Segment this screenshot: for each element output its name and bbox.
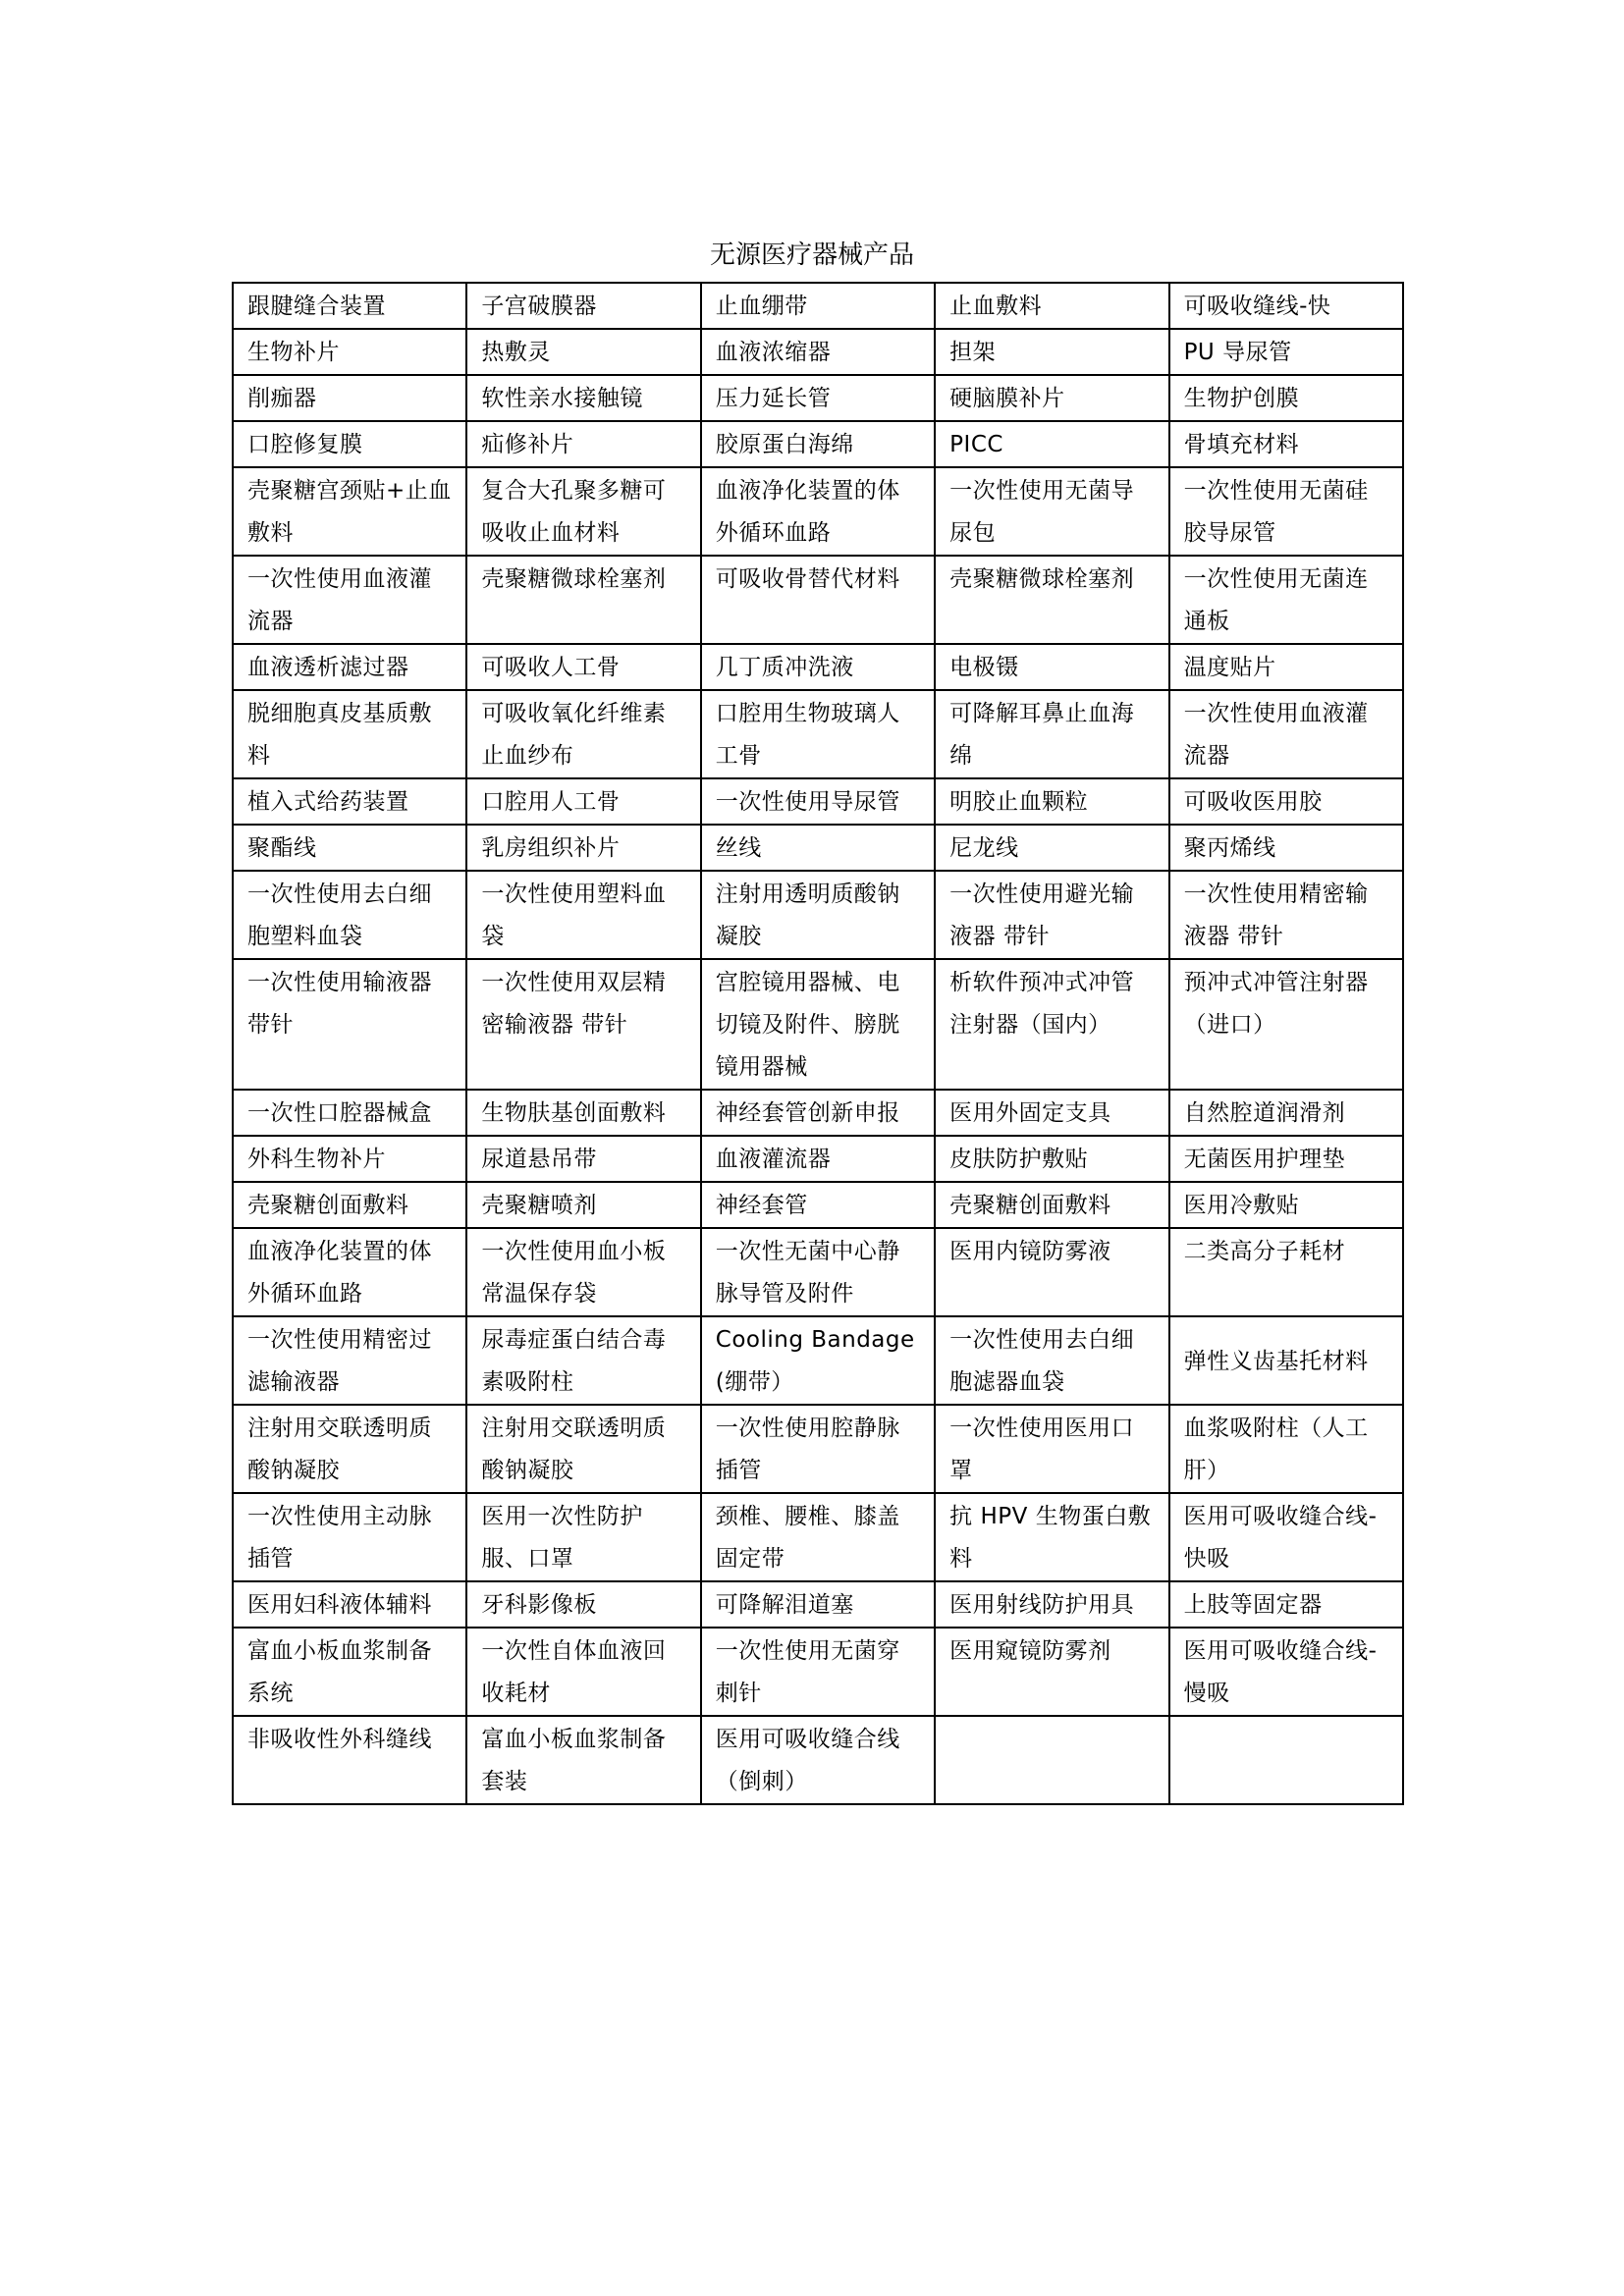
table-cell: 医用窥镜防雾剂 [935, 1628, 1168, 1716]
table-cell: 一次性使用去白细胞塑料血袋 [233, 871, 466, 959]
table-cell: 壳聚糖宫颈贴+止血敷料 [233, 467, 466, 556]
table-cell: 上肢等固定器 [1169, 1581, 1403, 1628]
table-row [233, 644, 1403, 690]
table-cell [935, 1716, 1168, 1804]
table-cell: 可吸收缝线-快 [1169, 283, 1403, 329]
table-cell: 一次性使用腔静脉插管 [701, 1405, 935, 1493]
table-cell: 自然腔道润滑剂 [1169, 1090, 1403, 1136]
table-cell: 一次性使用血小板常温保存袋 [466, 1228, 700, 1316]
table-cell: 壳聚糖喷剂 [466, 1182, 700, 1228]
table-cell: 止血绷带 [701, 283, 935, 329]
table-cell: 可吸收氧化纤维素止血纱布 [466, 690, 700, 778]
table-cell: 宫腔镜用器械、电切镜及附件、膀胱镜用器械 [701, 959, 935, 1090]
table-cell: 一次性使用血液灌流器 [1169, 690, 1403, 778]
table-cell: 壳聚糖微球栓塞剂 [466, 556, 700, 644]
table-cell: 一次性使用塑料血袋 [466, 871, 700, 959]
table-cell: 医用可吸收缝合线（倒刺） [701, 1716, 935, 1804]
table-cell: 血液净化装置的体外循环血路 [233, 1228, 466, 1316]
table-cell: 骨填充材料 [1169, 421, 1403, 467]
table-cell: 医用可吸收缝合线-快吸 [1169, 1493, 1403, 1581]
table-cell: 一次性使用无菌穿刺针 [701, 1628, 935, 1716]
table-row [233, 690, 1403, 778]
table-cell: 生物护创膜 [1169, 375, 1403, 421]
table-cell: 非吸收性外科缝线 [233, 1716, 466, 1804]
table-cell: 富血小板血浆制备套装 [466, 1716, 700, 1804]
table-row [233, 283, 1403, 329]
table-cell: 可吸收人工骨 [466, 644, 700, 690]
table-cell: 颈椎、腰椎、膝盖固定带 [701, 1493, 935, 1581]
table-cell: 温度贴片 [1169, 644, 1403, 690]
table-cell: 跟腱缝合装置 [233, 283, 466, 329]
table-cell: 尼龙线 [935, 825, 1168, 871]
table-cell: 一次性使用双层精密输液器 带针 [466, 959, 700, 1090]
table-cell: 电极镊 [935, 644, 1168, 690]
table-cell: 一次性使用血液灌流器 [233, 556, 466, 644]
table-cell: 血液净化装置的体外循环血路 [701, 467, 935, 556]
table-cell [1169, 1716, 1403, 1804]
table-cell: 析软件预冲式冲管注射器（国内） [935, 959, 1168, 1090]
table-cell: 医用内镜防雾液 [935, 1228, 1168, 1316]
table-cell: 一次性使用精密输液器 带针 [1169, 871, 1403, 959]
table-cell: 压力延长管 [701, 375, 935, 421]
table-cell: 神经套管 [701, 1182, 935, 1228]
table-cell: 血液浓缩器 [701, 329, 935, 375]
table-cell: 血浆吸附柱（人工肝） [1169, 1405, 1403, 1493]
table-cell: 一次性口腔器械盒 [233, 1090, 466, 1136]
table-row [233, 1090, 1403, 1136]
table-row [233, 467, 1403, 556]
table-cell: 一次性使用精密过滤输液器 [233, 1316, 466, 1405]
table-row [233, 1182, 1403, 1228]
table-cell: 疝修补片 [466, 421, 700, 467]
table-cell: 乳房组织补片 [466, 825, 700, 871]
table-cell: 聚酯线 [233, 825, 466, 871]
table-cell: Cooling Bandage(绷带） [701, 1316, 935, 1405]
table-row [233, 1493, 1403, 1581]
table-cell: 一次性使用主动脉插管 [233, 1493, 466, 1581]
table-cell: 一次性使用无菌导尿包 [935, 467, 1168, 556]
document-title: 无源医疗器械产品 [709, 240, 914, 270]
table-cell: 一次性使用无菌连通板 [1169, 556, 1403, 644]
table-cell: 一次性无菌中心静脉导管及附件 [701, 1228, 935, 1316]
table-cell: 弹性义齿基托材料 [1169, 1316, 1403, 1405]
table-row [233, 1228, 1403, 1316]
table-row [233, 1581, 1403, 1628]
table-cell: 血液透析滤过器 [233, 644, 466, 690]
table-cell: 一次性自体血液回收耗材 [466, 1628, 700, 1716]
table-row [233, 1405, 1403, 1493]
table-cell: 神经套管创新申报 [701, 1090, 935, 1136]
table-cell: 硬脑膜补片 [935, 375, 1168, 421]
table-cell: 皮肤防护敷贴 [935, 1136, 1168, 1182]
table-row [233, 556, 1403, 644]
table-cell: 生物补片 [233, 329, 466, 375]
table-row [233, 959, 1403, 1090]
table-cell: 胶原蛋白海绵 [701, 421, 935, 467]
table-cell: 植入式给药装置 [233, 778, 466, 825]
table-cell: 削痂器 [233, 375, 466, 421]
table-cell: 聚丙烯线 [1169, 825, 1403, 871]
table-cell: 注射用交联透明质酸钠凝胶 [466, 1405, 700, 1493]
table-cell: 丝线 [701, 825, 935, 871]
table-cell: 抗 HPV 生物蛋白敷料 [935, 1493, 1168, 1581]
table-cell: 医用一次性防护服、口罩 [466, 1493, 700, 1581]
product-table-body [233, 283, 1403, 1804]
table-cell: 止血敷料 [935, 283, 1168, 329]
table-cell: 壳聚糖微球栓塞剂 [935, 556, 1168, 644]
table-cell: 尿道悬吊带 [466, 1136, 700, 1182]
table-cell: 口腔用人工骨 [466, 778, 700, 825]
table-row [233, 1136, 1403, 1182]
table-cell: 尿毒症蛋白结合毒素吸附柱 [466, 1316, 700, 1405]
table-cell: 可吸收医用胶 [1169, 778, 1403, 825]
table-cell: 医用可吸收缝合线-慢吸 [1169, 1628, 1403, 1716]
table-cell: 无菌医用护理垫 [1169, 1136, 1403, 1182]
table-cell: 复合大孔聚多糖可吸收止血材料 [466, 467, 700, 556]
table-cell: 可吸收骨替代材料 [701, 556, 935, 644]
table-row [233, 375, 1403, 421]
table-cell: 几丁质冲洗液 [701, 644, 935, 690]
table-cell: 口腔修复膜 [233, 421, 466, 467]
table-cell: 注射用交联透明质酸钠凝胶 [233, 1405, 466, 1493]
table-cell: 一次性使用去白细胞滤器血袋 [935, 1316, 1168, 1405]
table-cell: 一次性使用医用口罩 [935, 1405, 1168, 1493]
table-row [233, 1628, 1403, 1716]
table-cell: 医用妇科液体辅料 [233, 1581, 466, 1628]
table-cell: 一次性使用导尿管 [701, 778, 935, 825]
table-cell: 预冲式冲管注射器（进口） [1169, 959, 1403, 1090]
table-cell: 壳聚糖创面敷料 [935, 1182, 1168, 1228]
table-cell: 可降解泪道塞 [701, 1581, 935, 1628]
table-cell: 富血小板血浆制备系统 [233, 1628, 466, 1716]
table-row [233, 778, 1403, 825]
table-cell: 子宫破膜器 [466, 283, 700, 329]
table-cell: 血液灌流器 [701, 1136, 935, 1182]
table-cell: 热敷灵 [466, 329, 700, 375]
table-cell: 明胶止血颗粒 [935, 778, 1168, 825]
table-row [233, 421, 1403, 467]
table-cell: 担架 [935, 329, 1168, 375]
table-cell: 一次性使用输液器带针 [233, 959, 466, 1090]
table-cell: 脱细胞真皮基质敷料 [233, 690, 466, 778]
table-row [233, 329, 1403, 375]
table-cell: 口腔用生物玻璃人工骨 [701, 690, 935, 778]
table-row [233, 825, 1403, 871]
table-row [233, 1716, 1403, 1804]
table-cell: 医用射线防护用具 [935, 1581, 1168, 1628]
table-cell: 生物肤基创面敷料 [466, 1090, 700, 1136]
table-cell: 医用外固定支具 [935, 1090, 1168, 1136]
table-cell: PICC [935, 421, 1168, 467]
table-row [233, 1316, 1403, 1405]
table-cell: 二类高分子耗材 [1169, 1228, 1403, 1316]
table-cell: 一次性使用无菌硅胶导尿管 [1169, 467, 1403, 556]
table-cell: 外科生物补片 [233, 1136, 466, 1182]
table-cell: 壳聚糖创面敷料 [233, 1182, 466, 1228]
table-cell: 医用冷敷贴 [1169, 1182, 1403, 1228]
table-cell: PU 导尿管 [1169, 329, 1403, 375]
table-cell: 可降解耳鼻止血海绵 [935, 690, 1168, 778]
table-cell: 一次性使用避光输液器 带针 [935, 871, 1168, 959]
product-table [232, 282, 1404, 1805]
table-cell: 注射用透明质酸钠凝胶 [701, 871, 935, 959]
table-cell: 软性亲水接触镜 [466, 375, 700, 421]
table-cell: 牙科影像板 [466, 1581, 700, 1628]
table-row [233, 871, 1403, 959]
